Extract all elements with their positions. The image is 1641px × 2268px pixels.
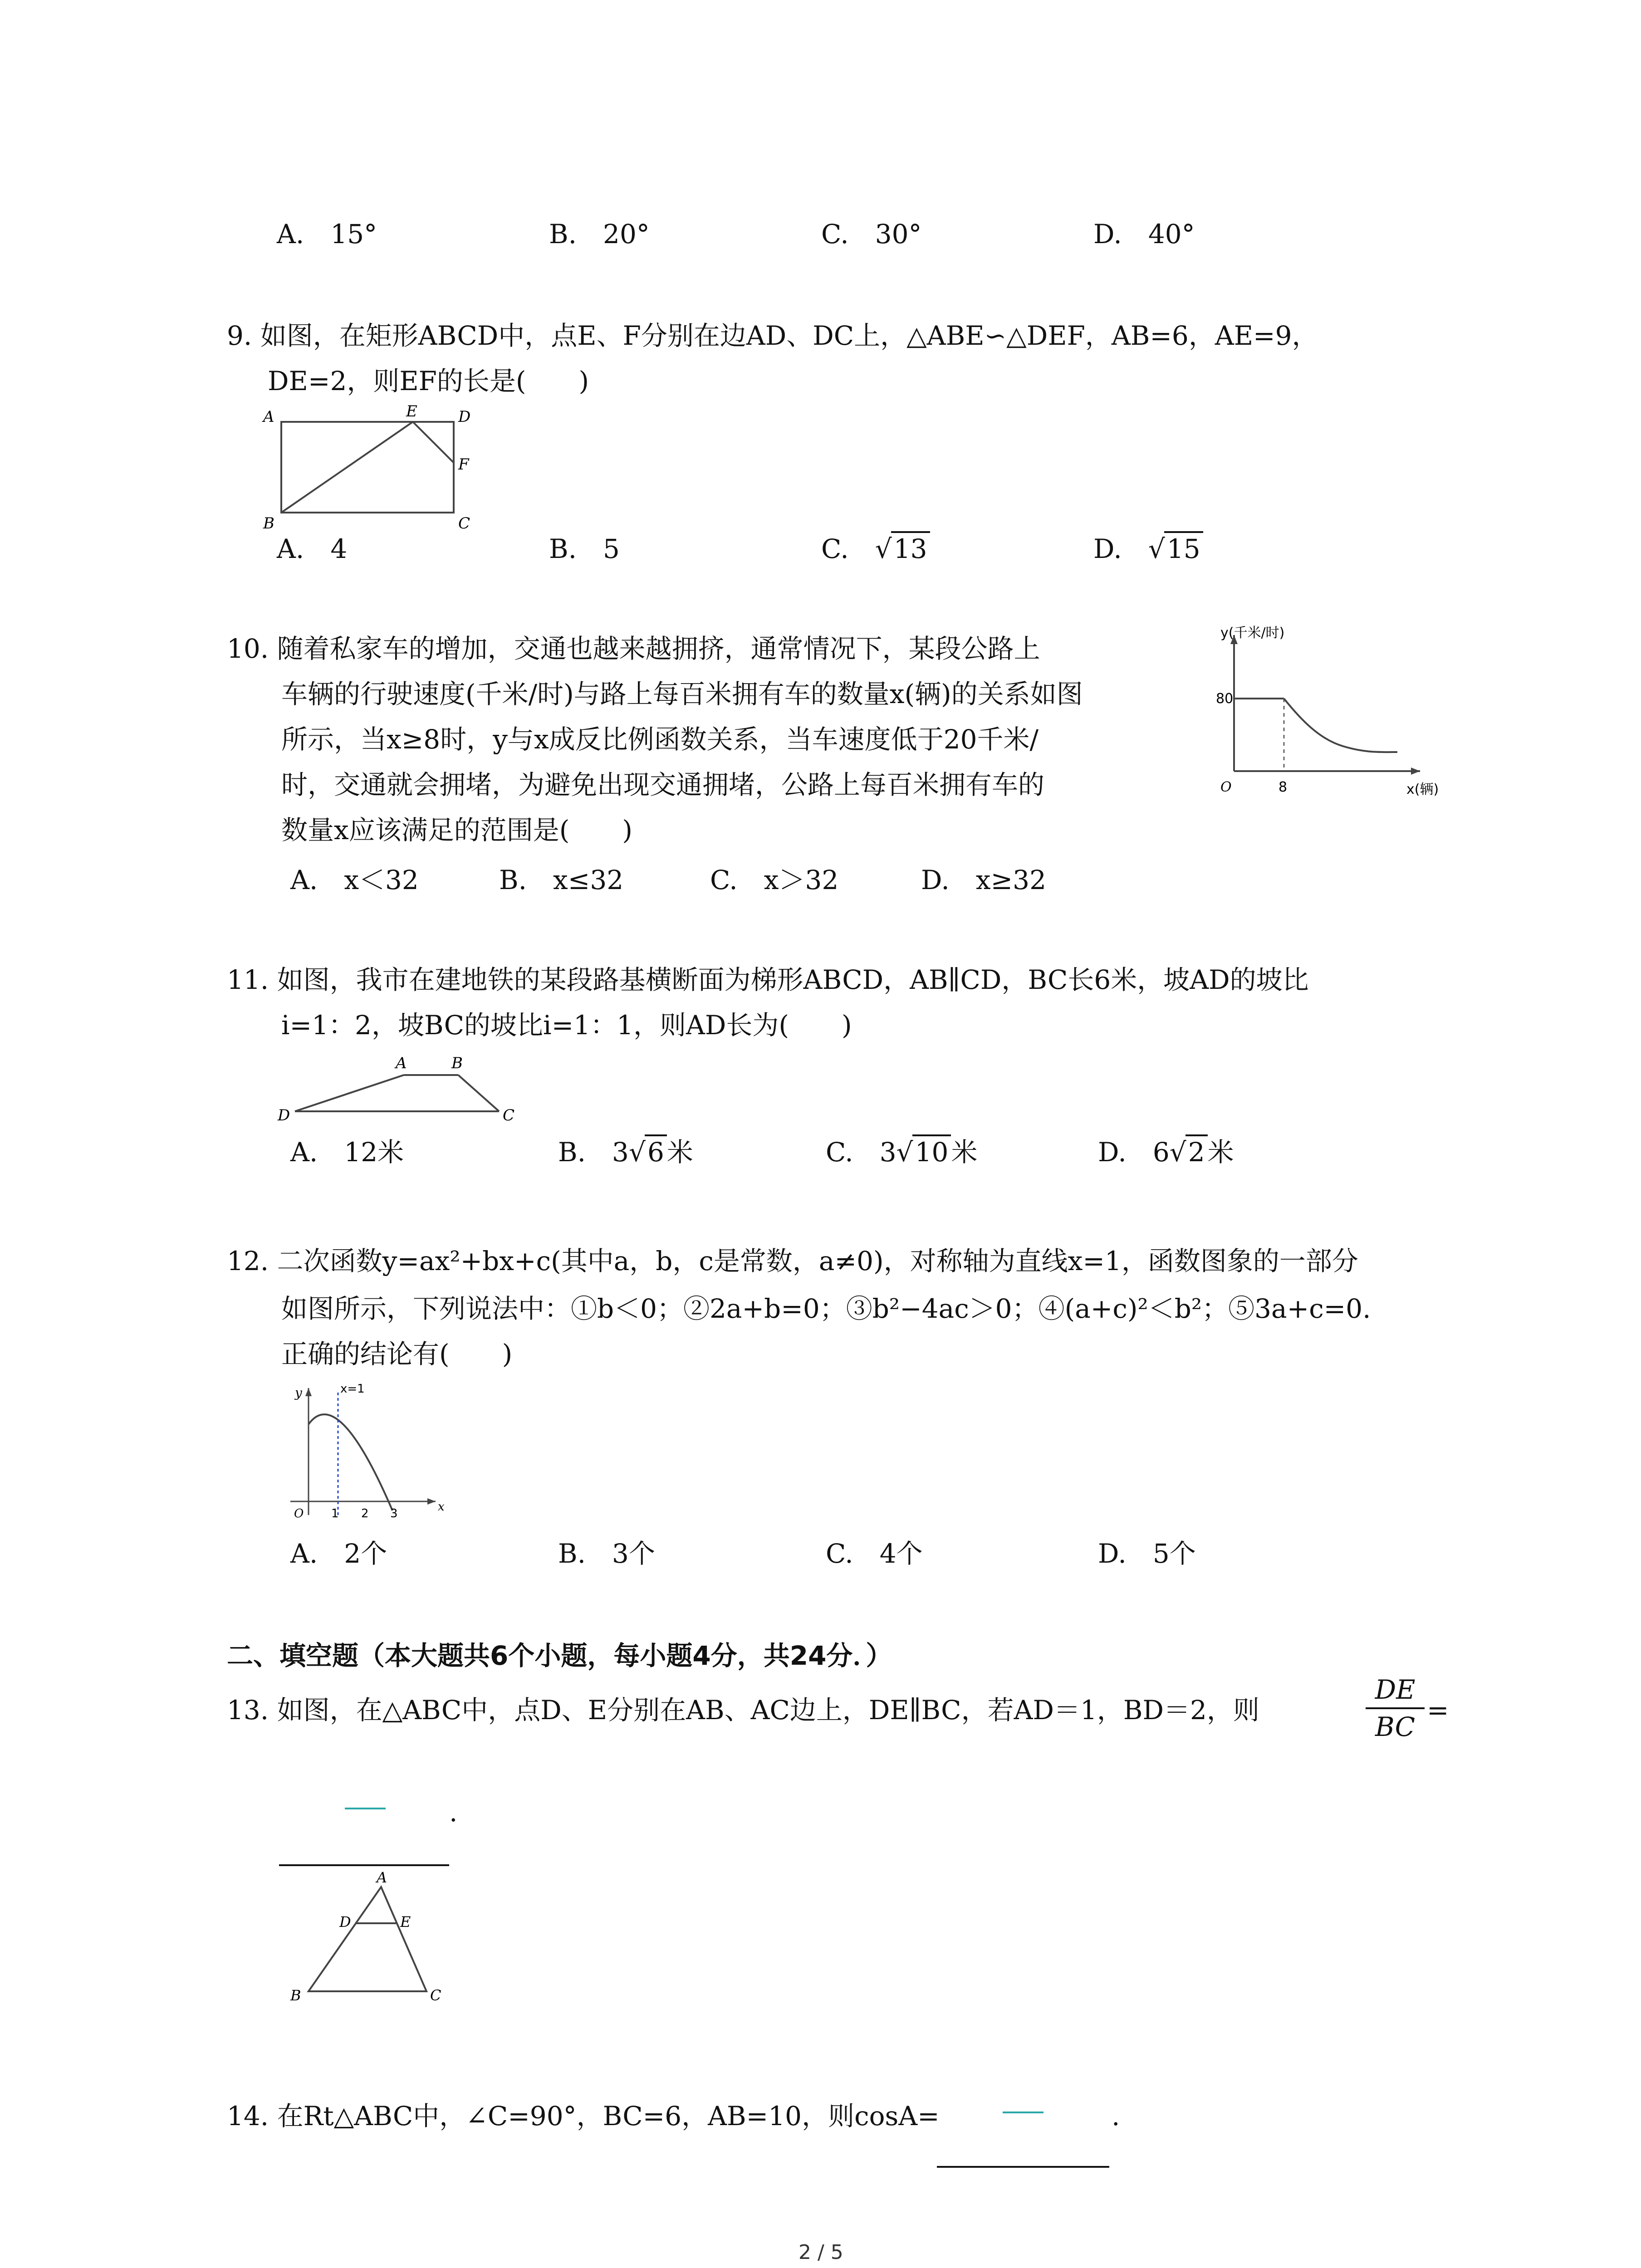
q10-tick-80: 80 bbox=[1216, 691, 1234, 707]
q10-line3: 所示，当x≥8时，y与x成反比例函数关系，当车速度低于20千米/ bbox=[281, 724, 1039, 755]
q9-rectangle-figure bbox=[259, 404, 485, 535]
q12-x-label: x bbox=[438, 1500, 445, 1514]
q9-radicand-d: 15 bbox=[1164, 531, 1203, 565]
q12-parabola-graph bbox=[281, 1379, 454, 1529]
q9-option-a: A. 4 bbox=[277, 533, 348, 564]
q8-option-d: D. 40° bbox=[1093, 219, 1195, 249]
q10-x-axis-label: x(辆) bbox=[1406, 782, 1439, 797]
q12-line2: 如图所示，下列说法中：①b＜0；②2a+b=0；③b²−4ac＞0；④(a+c)²＜b²；⑤3a+c=0. bbox=[281, 1293, 1371, 1324]
q9-label-a: A bbox=[263, 408, 274, 426]
q14-answer-placeholder bbox=[1003, 2112, 1043, 2113]
q13-triangle-figure bbox=[281, 1869, 463, 2005]
q12-line3: 正确的结论有( ) bbox=[281, 1339, 513, 1369]
q13-answer-placeholder bbox=[345, 1808, 386, 1809]
q9-option-d: D. √15 bbox=[1093, 531, 1203, 567]
q12-option-a: A. 2个 bbox=[290, 1538, 387, 1569]
q13-period: . bbox=[449, 1797, 458, 1828]
page-number: 2 / 5 bbox=[798, 2241, 843, 2264]
q14-line1: 14. 在Rt△ABC中，∠C=90°，BC=6，AB=10，则cosA= bbox=[227, 2101, 940, 2131]
q9-option-b: B. 5 bbox=[549, 533, 620, 564]
q13-fraction-numerator: DE bbox=[1375, 1674, 1416, 1705]
q12-tick-3: 3 bbox=[390, 1507, 398, 1520]
q10-line5: 数量x应该满足的范围是( ) bbox=[281, 815, 632, 846]
q11-option-b: B. 3√6 米 bbox=[558, 1134, 693, 1170]
q11-line1: 11. 如图，我市在建地铁的某段路基横断面为梯形ABCD，AB∥CD，BC长6米，坡AD的坡比 bbox=[227, 964, 1309, 995]
q9-radicand-c: 13 bbox=[891, 531, 930, 565]
q11-radicand-d: 2 bbox=[1185, 1134, 1208, 1168]
q10-speed-graph bbox=[1207, 617, 1461, 807]
q10-line2: 车辆的行驶速度(千米/时)与路上每百米拥有车的数量x(辆)的关系如图 bbox=[281, 679, 1083, 709]
q8-option-c: C. 30° bbox=[821, 219, 922, 249]
q13-label-e: E bbox=[400, 1913, 411, 1931]
q11-label-c: C bbox=[503, 1106, 515, 1124]
section-title-fill-in: 二、填空题（本大题共6个小题，每小题4分，共24分．） bbox=[227, 1640, 892, 1671]
q11-option-a: A. 12米 bbox=[290, 1137, 404, 1168]
q11-label-a: A bbox=[396, 1054, 407, 1072]
q12-option-d: D. 5个 bbox=[1098, 1538, 1196, 1569]
q10-tick-8: 8 bbox=[1279, 779, 1288, 795]
q12-option-b: B. 3个 bbox=[558, 1538, 655, 1569]
q9-label-d: D bbox=[458, 408, 471, 426]
q12-origin: O bbox=[294, 1507, 304, 1520]
q9-line1: 9. 如图，在矩形ABCD中，点E、F分别在边AD、DC上，△ABE∽△DEF，AB=6，AE=9， bbox=[227, 320, 1318, 351]
q10-line4: 时，交通就会拥堵，为避免出现交通拥堵，公路上每百米拥有车的 bbox=[281, 769, 1045, 800]
q10-y-axis-label: y(千米/时) bbox=[1220, 625, 1285, 641]
q11-option-c: C. 3√10 米 bbox=[826, 1134, 977, 1170]
q9-option-c: C. √13 bbox=[821, 531, 930, 567]
q11-option-d: D. 6√2 米 bbox=[1098, 1134, 1234, 1170]
q13-fraction-denominator: BC bbox=[1375, 1711, 1416, 1742]
q12-tick-1: 1 bbox=[331, 1507, 339, 1520]
q10-option-c: C. x＞32 bbox=[710, 865, 839, 895]
q10-option-b: B. x≤32 bbox=[499, 865, 624, 895]
q13-label-a: A bbox=[377, 1869, 387, 1886]
q12-axis-label: x=1 bbox=[340, 1382, 365, 1396]
q14-period: . bbox=[1112, 2101, 1120, 2131]
q9-label-e: E bbox=[406, 404, 417, 420]
q9-label-f: F bbox=[458, 455, 469, 474]
q12-tick-2: 2 bbox=[361, 1507, 369, 1520]
q13-label-d: D bbox=[339, 1913, 351, 1931]
q9-label-c: C bbox=[458, 514, 470, 533]
q13-label-c: C bbox=[430, 1987, 441, 2004]
q14-answer-blank[interactable] bbox=[937, 2166, 1109, 2168]
q11-radicand-b: 6 bbox=[645, 1134, 667, 1168]
q10-option-a: A. x＜32 bbox=[290, 865, 419, 895]
q11-trapezoid-figure bbox=[272, 1043, 544, 1134]
q13-fraction bbox=[1366, 1674, 1425, 1743]
q9-label-b: B bbox=[263, 514, 274, 533]
q10-option-d: D. x≥32 bbox=[921, 865, 1046, 895]
q11-line2: i=1：2，坡BC的坡比i=1：1，则AD长为( ) bbox=[281, 1010, 852, 1041]
q10-line1: 10. 随着私家车的增加，交通也越来越拥挤，通常情况下，某段公路上 bbox=[227, 633, 1040, 664]
q9-line2: DE=2，则EF的长是( ) bbox=[268, 366, 589, 396]
q12-line1: 12. 二次函数y=ax²+bx+c(其中a，b，c是常数，a≠0)，对称轴为直线x=1，函数图象的一部分 bbox=[227, 1246, 1358, 1276]
q10-origin: O bbox=[1220, 779, 1232, 795]
q8-option-b: B. 20° bbox=[549, 219, 650, 249]
q11-label-d: D bbox=[278, 1106, 290, 1124]
q11-radicand-c: 10 bbox=[912, 1134, 951, 1168]
q12-y-label: y bbox=[295, 1385, 302, 1400]
q13-label-b: B bbox=[290, 1987, 301, 2004]
q12-option-c: C. 4个 bbox=[826, 1538, 923, 1569]
q13-line1: 13. 如图，在△ABC中，点D、E分别在AB、AC边上，DE∥BC，若AD＝1，BD＝2，则 bbox=[227, 1695, 1259, 1725]
q8-option-a: A. 15° bbox=[277, 219, 377, 249]
q13-answer-blank[interactable] bbox=[279, 1864, 449, 1866]
q13-equals: = bbox=[1427, 1695, 1449, 1725]
q11-label-b: B bbox=[451, 1054, 463, 1072]
